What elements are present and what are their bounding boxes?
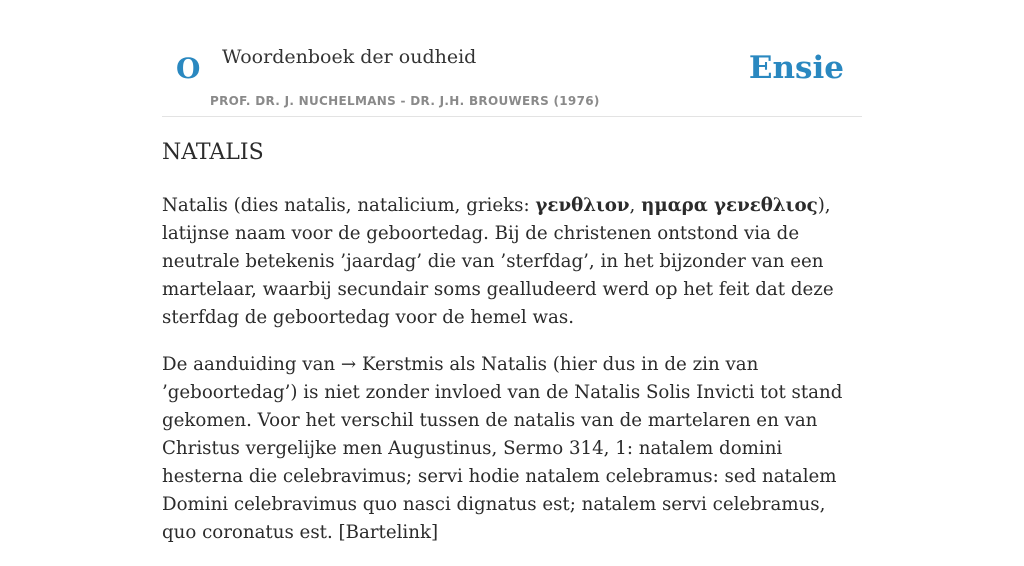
greek-term-hemar-genethlios: ημαρα γενεθλιος (641, 195, 818, 216)
book-title: Woordenboek der oudheid (222, 46, 477, 68)
authors-line: PROF. DR. J. NUCHELMANS - DR. J.H. BROUWERS (1976) (210, 94, 600, 108)
paragraph-2-text-end: als Natalis (hier dus in de zin van ’geboortedag’) is niet zonder invloed van de Natalis Solis Invicti tot stand gekomen. Voor het verschil tussen de natalis van de martelaren en van Christus vergelijke men Augustinus, Sermo 314, 1: natalem domini hesterna die celebravimus; servi hodie natalem celebramus: sed natalem Domini celebravimus quo nasci dignatus est; natalem servi celebramus, quo coronatus est. [Bartelink] (162, 354, 843, 543)
article-paragraph-2 (162, 351, 864, 547)
greek-separator: , (629, 195, 642, 216)
paragraph-2-text-start: De aanduiding van (162, 354, 341, 375)
page-header (162, 0, 862, 117)
article-body (162, 192, 864, 566)
ensie-logo-link[interactable]: Ensie (748, 50, 844, 86)
letter-index-link[interactable]: O (176, 52, 201, 85)
article-paragraph-1 (162, 192, 864, 332)
paragraph-1-text-end: ), latijnse naam voor de geboortedag. Bij de christenen ontstond via de neutrale betekenis ’jaardag’ die van ’sterfdag’, in het bijzonder van een martelaar, waarbij secundair soms gealludeerd werd op het feit dat deze sterfdag de geboortedag voor de hemel was. (162, 195, 834, 328)
paragraph-1-text-start: Natalis (dies natalis, natalicium, grieks: (162, 195, 536, 216)
greek-term-genethlion: γενθλιον (535, 195, 630, 216)
kerstmis-link[interactable]: → Kerstmis (340, 354, 444, 375)
article-headword: NATALIS (162, 140, 264, 165)
